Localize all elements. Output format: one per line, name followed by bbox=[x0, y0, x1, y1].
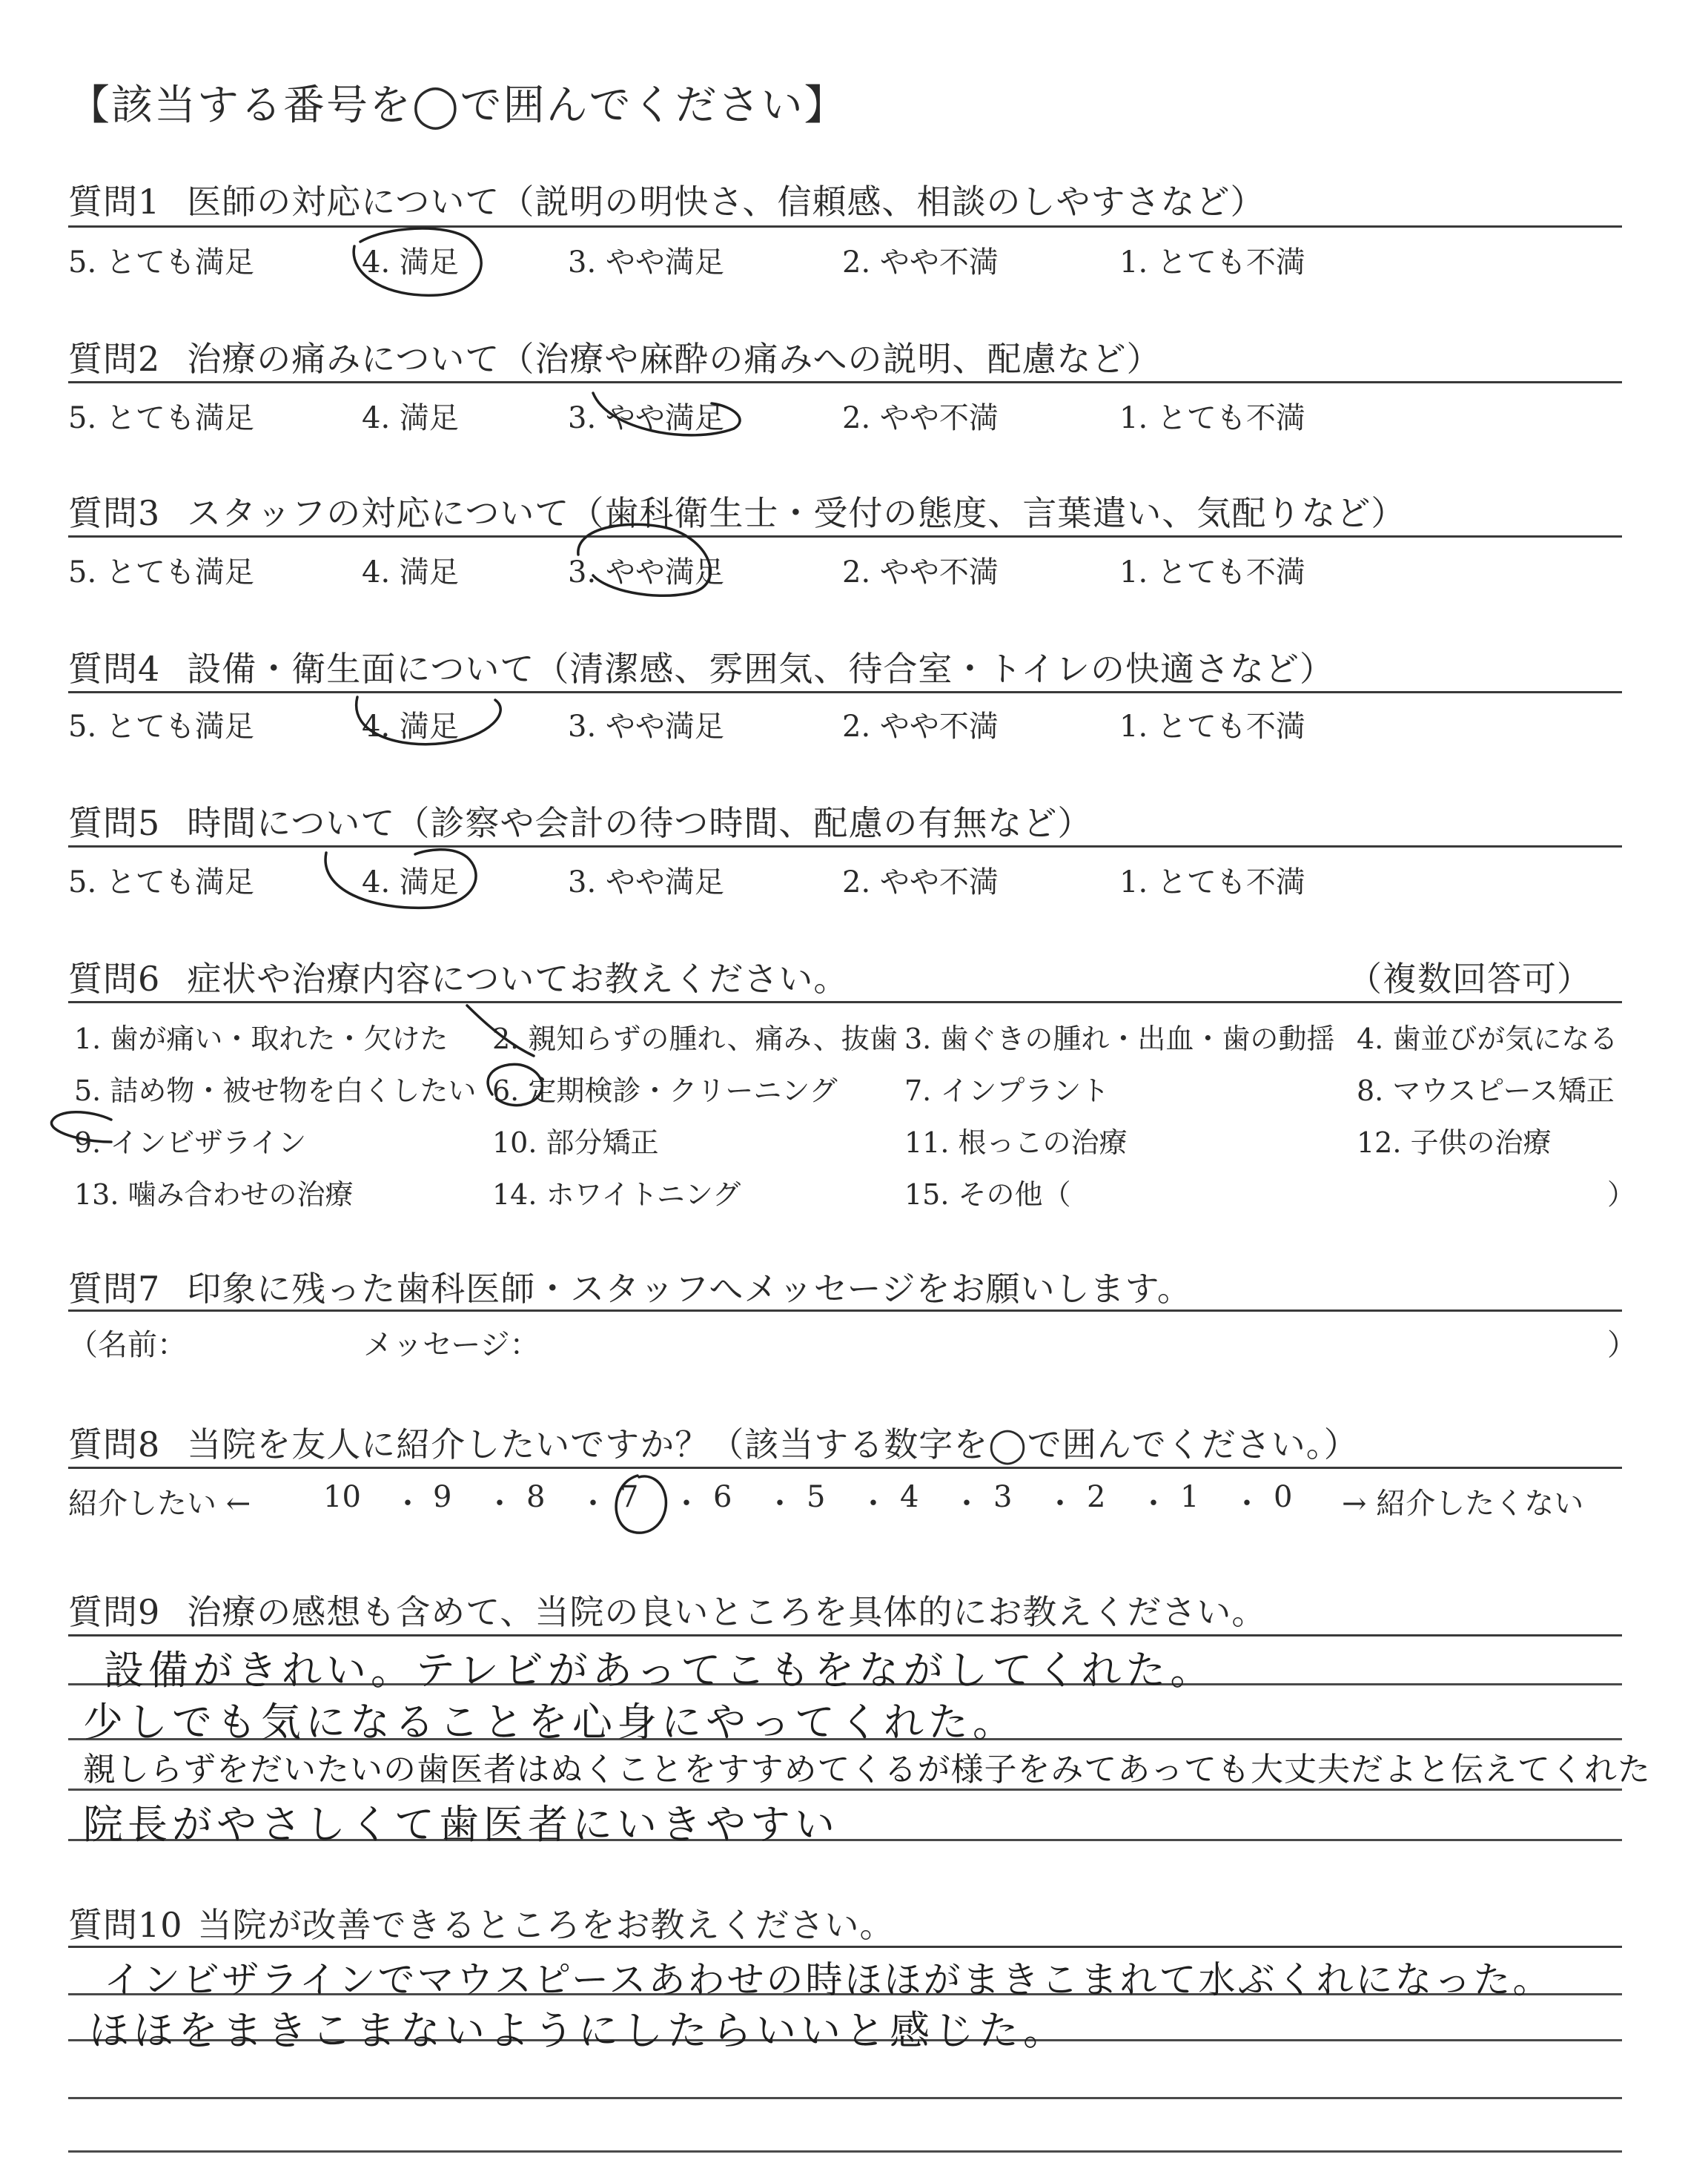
q7-heading bbox=[68, 1262, 1192, 1311]
q6-item-6[interactable]: 6. 定期検診・クリーニング bbox=[492, 1074, 838, 1107]
q4-heading bbox=[68, 642, 1334, 691]
q8-score-7[interactable]: 7 bbox=[620, 1480, 639, 1514]
q4-option-3[interactable]: 3. やや満足 bbox=[568, 710, 724, 744]
q8-dot: ・ bbox=[765, 1487, 795, 1521]
q6-other-close: ） bbox=[1607, 1178, 1636, 1211]
q2-option-3[interactable]: 3. やや満足 bbox=[568, 401, 724, 435]
q3-option-4[interactable]: 4. 満足 bbox=[362, 555, 459, 589]
q10-answer-1: インビザラインでマウスピースあわせの時ほほがまきこまれて水ぶくれになった。 bbox=[104, 1958, 1552, 2001]
q8-score-9[interactable]: 9 bbox=[433, 1480, 452, 1514]
q8-dot: ・ bbox=[672, 1487, 701, 1521]
q6-item-13[interactable]: 13. 噛み合わせの治療 bbox=[74, 1178, 354, 1211]
q6-item-5[interactable]: 5. 詰め物・被せ物を白くしたい bbox=[74, 1074, 477, 1107]
q3-heading bbox=[68, 486, 1406, 535]
q3-label: 質問3 bbox=[68, 493, 161, 533]
q1-label: 質問1 bbox=[68, 182, 161, 222]
q2-option-2[interactable]: 2. やや不満 bbox=[842, 401, 999, 435]
q9-heading bbox=[68, 1585, 1266, 1634]
q10-answer-line bbox=[68, 2097, 1622, 2099]
q6-text: 症状や治療内容についてお教えください。 bbox=[187, 959, 849, 999]
q4-rule bbox=[68, 691, 1622, 693]
q9-answer-2: 少しでも気になることを心身にやってくれた。 bbox=[83, 1699, 1017, 1745]
q8-score-6[interactable]: 6 bbox=[713, 1480, 732, 1514]
q9-text: 治療の感想も含めて、当院の良いところを具体的にお教えください。 bbox=[187, 1592, 1267, 1632]
q8-rule bbox=[68, 1467, 1622, 1469]
q4-option-1[interactable]: 1. とても不満 bbox=[1119, 710, 1305, 744]
q8-dot: ・ bbox=[578, 1487, 608, 1521]
q7-message-label: メッセージ： bbox=[363, 1328, 540, 1362]
q1-rule bbox=[68, 225, 1622, 228]
q2-option-4[interactable]: 4. 満足 bbox=[362, 401, 459, 435]
q8-score-1[interactable]: 1 bbox=[1180, 1480, 1199, 1514]
q3-option-5[interactable]: 5. とても満足 bbox=[68, 555, 254, 589]
q4-option-2[interactable]: 2. やや不満 bbox=[842, 710, 999, 744]
q9-answer-3: 親しらずをだいたいの歯医者はぬくことをすすめてくるが様子をみてあっても大丈夫だよと伝えてくれた bbox=[83, 1751, 1651, 1789]
q7-rule bbox=[68, 1309, 1622, 1312]
q8-dot: ・ bbox=[1139, 1487, 1168, 1521]
q8-score-10[interactable]: 10 bbox=[323, 1480, 361, 1514]
q7-text: 印象に残った歯科医師・スタッフへメッセージをお願いします。 bbox=[187, 1269, 1192, 1309]
q6-label: 質問6 bbox=[68, 959, 161, 999]
q3-option-1[interactable]: 1. とても不満 bbox=[1119, 555, 1305, 589]
q5-option-1[interactable]: 1. とても不満 bbox=[1119, 865, 1305, 899]
q1-option-1[interactable]: 1. とても不満 bbox=[1119, 245, 1305, 280]
q5-option-4[interactable]: 4. 満足 bbox=[362, 865, 459, 899]
q2-rule bbox=[68, 381, 1622, 383]
q8-right-label: → 紹介したくない bbox=[1342, 1487, 1584, 1521]
q3-option-2[interactable]: 2. やや不満 bbox=[842, 555, 999, 589]
q6-item-4[interactable]: 4. 歯並びが気になる bbox=[1357, 1023, 1618, 1055]
q6-item-15[interactable]: 15. その他（ bbox=[904, 1178, 1071, 1211]
q5-label: 質問5 bbox=[68, 803, 161, 843]
q9-label: 質問9 bbox=[68, 1592, 161, 1632]
q10-label: 質問10 bbox=[68, 1905, 183, 1945]
q7-label: 質問7 bbox=[68, 1269, 161, 1309]
q6-item-8[interactable]: 8. マウスピース矯正 bbox=[1357, 1074, 1615, 1107]
q10-text: 当院が改善できるところをお教えください。 bbox=[197, 1905, 895, 1945]
q4-option-5[interactable]: 5. とても満足 bbox=[68, 710, 254, 744]
q4-option-4[interactable]: 4. 満足 bbox=[362, 710, 459, 744]
q8-score-2[interactable]: 2 bbox=[1087, 1480, 1106, 1514]
q2-text: 治療の痛みについて（治療や麻酔の痛みへの説明、配慮など） bbox=[187, 339, 1162, 379]
q6-rule bbox=[68, 1001, 1622, 1003]
q10-answer-2: ほほをまきこまないようにしたらいいと感じた。 bbox=[89, 2007, 1068, 2054]
q3-text: スタッフの対応について（歯科衛生士・受付の態度、言葉遣い、気配りなど） bbox=[187, 493, 1406, 533]
q1-option-2[interactable]: 2. やや不満 bbox=[842, 245, 999, 280]
q9-answer-4: 院長がやさしくて歯医者にいきやすい bbox=[83, 1801, 839, 1848]
q6-item-11[interactable]: 11. 根っこの治療 bbox=[904, 1126, 1128, 1159]
q5-option-2[interactable]: 2. やや不満 bbox=[842, 865, 999, 899]
q6-item-1[interactable]: 1. 歯が痛い・取れた・欠けた bbox=[74, 1023, 448, 1055]
q8-text: 当院を友人に紹介したいですか？（該当する数字を◯で囲んでください。） bbox=[187, 1424, 1359, 1464]
q8-left-label: 紹介したい ← bbox=[68, 1487, 251, 1521]
q6-item-9[interactable]: 9. インビザライン bbox=[74, 1126, 307, 1159]
q1-option-3[interactable]: 3. やや満足 bbox=[568, 245, 724, 280]
q4-text: 設備・衛生面について（清潔感、雰囲気、待合室・トイレの快適さなど） bbox=[187, 649, 1335, 689]
q1-option-4[interactable]: 4. 満足 bbox=[362, 245, 459, 280]
q6-item-10[interactable]: 10. 部分矯正 bbox=[492, 1126, 659, 1159]
q8-dot: ・ bbox=[952, 1487, 982, 1521]
q7-close: ） bbox=[1607, 1328, 1637, 1362]
q8-dot: ・ bbox=[393, 1487, 423, 1521]
q9-answer-1: 設備がきれい。テレビがあってこもをながしてくれた。 bbox=[104, 1647, 1215, 1694]
q5-option-5[interactable]: 5. とても満足 bbox=[68, 865, 254, 899]
q8-heading bbox=[68, 1418, 1359, 1467]
q2-option-5[interactable]: 5. とても満足 bbox=[68, 401, 254, 435]
q5-option-3[interactable]: 3. やや満足 bbox=[568, 865, 724, 899]
q10-rule bbox=[68, 1946, 1622, 1948]
q8-score-0[interactable]: 0 bbox=[1274, 1480, 1293, 1514]
q7-name-label: （名前： bbox=[68, 1328, 187, 1362]
q5-heading bbox=[68, 796, 1092, 845]
q6-item-3[interactable]: 3. 歯ぐきの腫れ・出血・歯の動揺 bbox=[904, 1023, 1335, 1055]
q8-dot: ・ bbox=[1045, 1487, 1075, 1521]
q3-option-3[interactable]: 3. やや満足 bbox=[568, 555, 724, 589]
q8-label: 質問8 bbox=[68, 1424, 161, 1464]
q6-note: （複数回答可） bbox=[1348, 959, 1592, 999]
q4-label: 質問4 bbox=[68, 649, 161, 689]
q6-item-12[interactable]: 12. 子供の治療 bbox=[1357, 1126, 1552, 1159]
q8-score-4[interactable]: 4 bbox=[900, 1480, 919, 1514]
q6-item-2[interactable]: 2. 親知らずの腫れ、痛み、抜歯 bbox=[492, 1023, 898, 1055]
q8-score-3[interactable]: 3 bbox=[993, 1480, 1013, 1514]
q8-dot: ・ bbox=[1232, 1487, 1262, 1521]
q8-score-5[interactable]: 5 bbox=[807, 1480, 826, 1514]
q9-rule bbox=[68, 1634, 1622, 1636]
q5-text: 時間について（診察や会計の待つ時間、配慮の有無など） bbox=[187, 803, 1093, 843]
q2-option-1[interactable]: 1. とても不満 bbox=[1119, 401, 1305, 435]
q3-rule bbox=[68, 535, 1622, 538]
q8-dot: ・ bbox=[858, 1487, 888, 1521]
q2-heading bbox=[68, 332, 1161, 381]
page-title: 【該当する番号を◯で囲んでください】 bbox=[68, 82, 847, 130]
q1-option-5[interactable]: 5. とても満足 bbox=[68, 245, 254, 280]
q1-text: 医師の対応について（説明の明快さ、信頼感、相談のしやすさなど） bbox=[187, 182, 1265, 222]
q2-label: 質問2 bbox=[68, 339, 161, 379]
q6-item-14[interactable]: 14. ホワイトニング bbox=[492, 1178, 741, 1211]
q5-rule bbox=[68, 845, 1622, 848]
q10-heading bbox=[68, 1898, 895, 1947]
q8-score-8[interactable]: 8 bbox=[526, 1480, 546, 1514]
q6-item-7[interactable]: 7. インプラント bbox=[904, 1074, 1110, 1107]
q8-dot: ・ bbox=[485, 1487, 514, 1521]
q1-heading bbox=[68, 175, 1265, 224]
q6-heading bbox=[68, 952, 848, 1001]
q10-answer-line bbox=[68, 2150, 1622, 2153]
